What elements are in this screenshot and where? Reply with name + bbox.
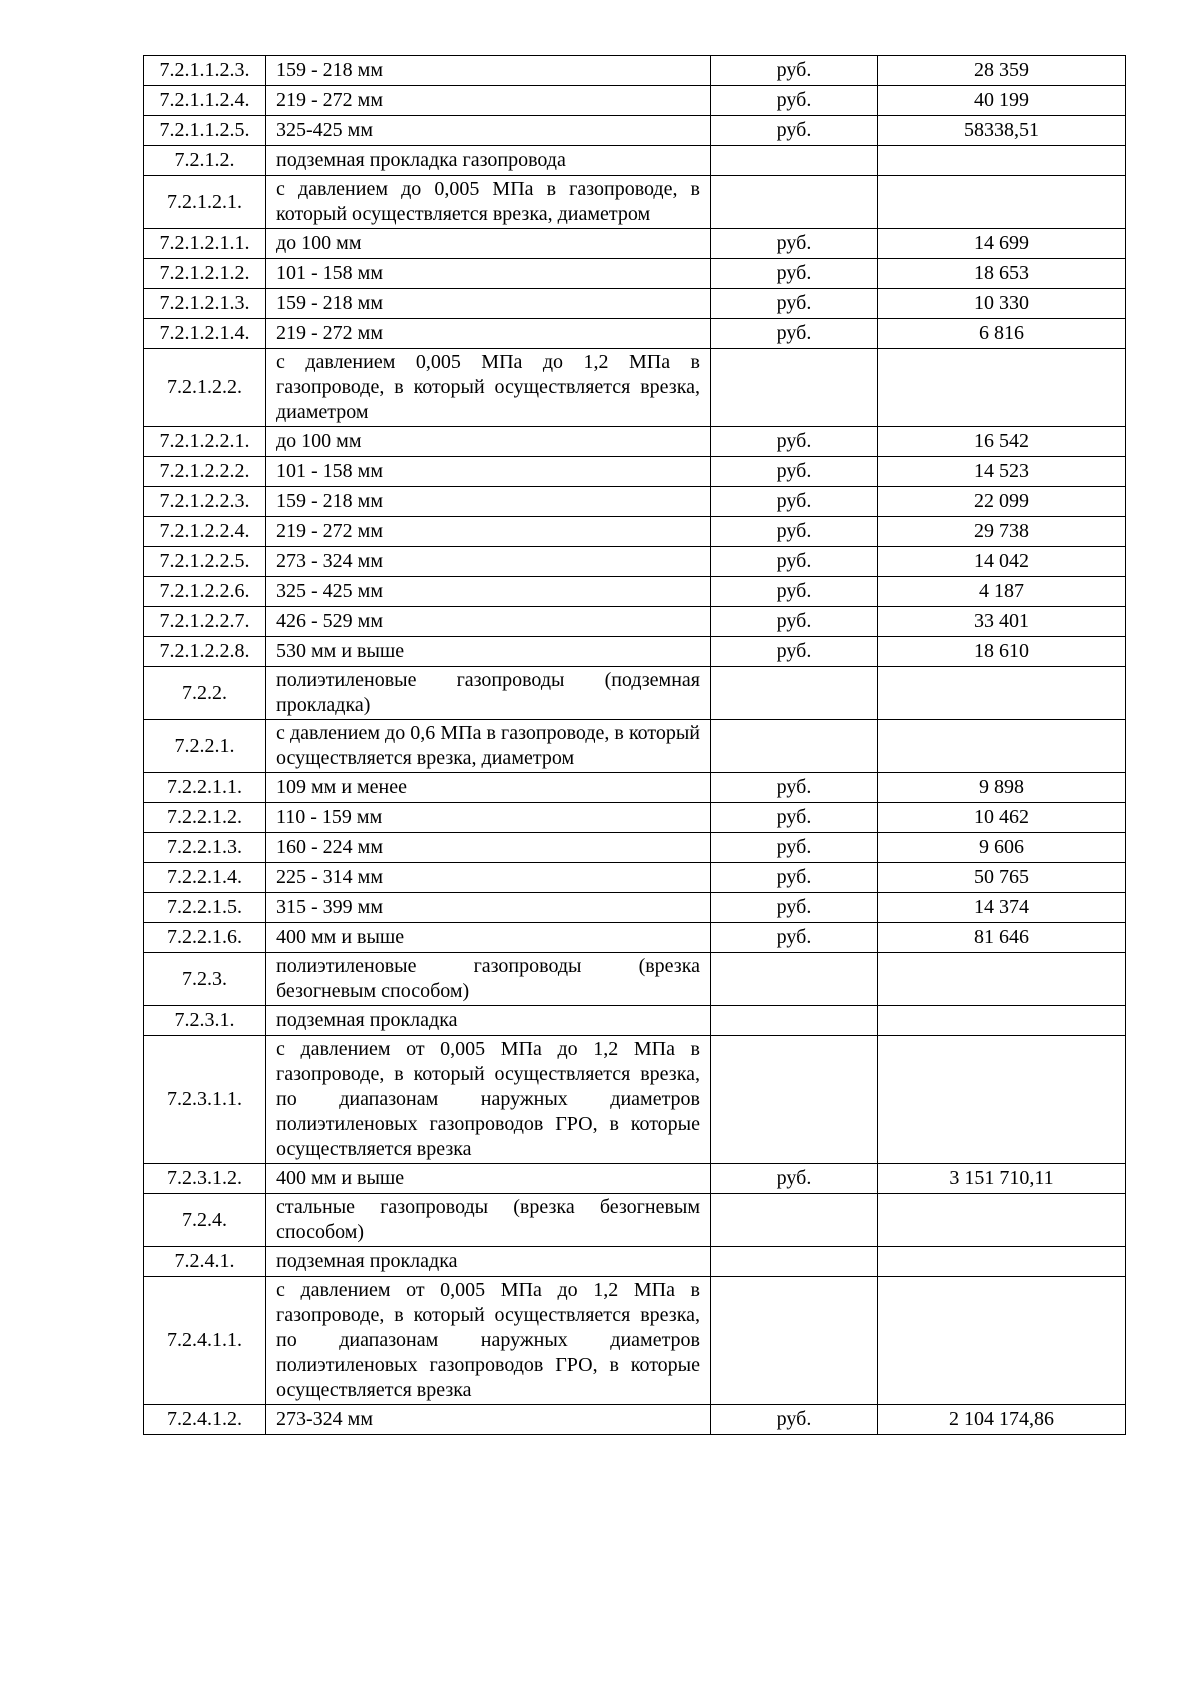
row-value: 6 816: [878, 319, 1126, 349]
row-code: 7.2.1.2.2.8.: [144, 637, 266, 667]
table-row: [144, 1036, 1126, 1164]
table-row: [144, 833, 1126, 863]
row-value: 3 151 710,11: [878, 1164, 1126, 1194]
row-value: 9 606: [878, 833, 1126, 863]
row-code: 7.2.4.: [144, 1194, 266, 1247]
row-description: 159 - 218 мм: [266, 487, 711, 517]
row-code: 7.2.2.: [144, 667, 266, 720]
row-value: 58338,51: [878, 116, 1126, 146]
row-unit: [711, 349, 878, 427]
row-value: [878, 667, 1126, 720]
row-description: стальные газопроводы (врезка безогневым способом): [266, 1194, 711, 1247]
row-description: 315 - 399 мм: [266, 893, 711, 923]
row-code: 7.2.4.1.: [144, 1247, 266, 1277]
row-description: 273 - 324 мм: [266, 547, 711, 577]
table-row: [144, 547, 1126, 577]
row-value: [878, 146, 1126, 176]
table-row: [144, 56, 1126, 86]
row-unit: руб.: [711, 116, 878, 146]
row-value: [878, 349, 1126, 427]
table-row: [144, 1277, 1126, 1405]
row-description: 400 мм и выше: [266, 923, 711, 953]
row-unit: руб.: [711, 773, 878, 803]
row-description: с давлением от 0,005 МПа до 1,2 МПа в газопроводе, в который осуществляется врезка, по диапазонам наружных диаметров полиэтиленовых газопроводов ГРО, в которые осуществляется врезка: [266, 1277, 711, 1405]
row-code: 7.2.1.2.2.3.: [144, 487, 266, 517]
table-row: [144, 607, 1126, 637]
row-description: с давлением от 0,005 МПа до 1,2 МПа в газопроводе, в который осуществляется врезка, по диапазонам наружных диаметров полиэтиленовых газопроводов ГРО, в которые осуществляется врезка: [266, 1036, 711, 1164]
table-row: [144, 457, 1126, 487]
row-unit: руб.: [711, 427, 878, 457]
row-unit: [711, 720, 878, 773]
row-code: 7.2.4.1.1.: [144, 1277, 266, 1405]
row-description: 325-425 мм: [266, 116, 711, 146]
table-body: [144, 56, 1126, 1435]
row-code: 7.2.1.2.2.1.: [144, 427, 266, 457]
table-row: [144, 86, 1126, 116]
table-row: [144, 427, 1126, 457]
row-unit: [711, 1247, 878, 1277]
table-row: [144, 319, 1126, 349]
row-value: 14 042: [878, 547, 1126, 577]
row-description: 101 - 158 мм: [266, 457, 711, 487]
row-value: 16 542: [878, 427, 1126, 457]
row-description: подземная прокладка: [266, 1247, 711, 1277]
row-unit: руб.: [711, 1164, 878, 1194]
row-code: 7.2.2.1.4.: [144, 863, 266, 893]
row-value: [878, 1194, 1126, 1247]
table-row: [144, 259, 1126, 289]
row-description: подземная прокладка газопровода: [266, 146, 711, 176]
row-unit: [711, 1277, 878, 1405]
row-value: 50 765: [878, 863, 1126, 893]
table-row: [144, 667, 1126, 720]
row-unit: руб.: [711, 457, 878, 487]
row-value: 40 199: [878, 86, 1126, 116]
row-value: 14 699: [878, 229, 1126, 259]
row-code: 7.2.2.1.3.: [144, 833, 266, 863]
row-description: 110 - 159 мм: [266, 803, 711, 833]
row-code: 7.2.1.2.1.3.: [144, 289, 266, 319]
row-unit: руб.: [711, 289, 878, 319]
row-unit: руб.: [711, 1405, 878, 1435]
row-value: 10 462: [878, 803, 1126, 833]
row-value: 14 374: [878, 893, 1126, 923]
row-code: 7.2.1.1.2.5.: [144, 116, 266, 146]
row-value: 33 401: [878, 607, 1126, 637]
row-description: подземная прокладка: [266, 1006, 711, 1036]
row-value: 14 523: [878, 457, 1126, 487]
row-unit: руб.: [711, 259, 878, 289]
table-row: [144, 773, 1126, 803]
row-description: 219 - 272 мм: [266, 86, 711, 116]
row-value: [878, 720, 1126, 773]
row-code: 7.2.2.1.5.: [144, 893, 266, 923]
table-row: [144, 1006, 1126, 1036]
row-value: 18 610: [878, 637, 1126, 667]
table-row: [144, 923, 1126, 953]
table-row: [144, 637, 1126, 667]
row-code: 7.2.1.1.2.3.: [144, 56, 266, 86]
row-code: 7.2.2.1.2.: [144, 803, 266, 833]
table-row: [144, 577, 1126, 607]
row-description: 219 - 272 мм: [266, 517, 711, 547]
row-description: 160 - 224 мм: [266, 833, 711, 863]
row-description: 530 мм и выше: [266, 637, 711, 667]
row-description: 225 - 314 мм: [266, 863, 711, 893]
row-description: полиэтиленовые газопроводы (врезка безогневым способом): [266, 953, 711, 1006]
row-code: 7.2.1.2.2.2.: [144, 457, 266, 487]
row-code: 7.2.2.1.: [144, 720, 266, 773]
row-value: [878, 176, 1126, 229]
row-description: до 100 мм: [266, 427, 711, 457]
row-unit: руб.: [711, 56, 878, 86]
row-code: 7.2.1.2.2.4.: [144, 517, 266, 547]
row-unit: руб.: [711, 607, 878, 637]
table-row: [144, 1164, 1126, 1194]
row-code: 7.2.1.2.1.2.: [144, 259, 266, 289]
row-description: 109 мм и менее: [266, 773, 711, 803]
row-description: 426 - 529 мм: [266, 607, 711, 637]
row-description: 273-324 мм: [266, 1405, 711, 1435]
row-value: [878, 953, 1126, 1006]
row-unit: [711, 1194, 878, 1247]
row-description: с давлением до 0,6 МПа в газопроводе, в который осуществляется врезка, диаметром: [266, 720, 711, 773]
row-description: 219 - 272 мм: [266, 319, 711, 349]
table-row: [144, 953, 1126, 1006]
table-row: [144, 863, 1126, 893]
row-code: 7.2.1.2.: [144, 146, 266, 176]
row-description: 400 мм и выше: [266, 1164, 711, 1194]
row-unit: руб.: [711, 803, 878, 833]
row-description: 159 - 218 мм: [266, 56, 711, 86]
row-code: 7.2.3.1.2.: [144, 1164, 266, 1194]
row-code: 7.2.3.1.1.: [144, 1036, 266, 1164]
row-unit: руб.: [711, 547, 878, 577]
table-row: [144, 116, 1126, 146]
row-unit: руб.: [711, 833, 878, 863]
row-description: до 100 мм: [266, 229, 711, 259]
row-code: 7.2.1.2.2.5.: [144, 547, 266, 577]
row-unit: [711, 953, 878, 1006]
table-row: [144, 289, 1126, 319]
table-row: [144, 1194, 1126, 1247]
table-row: [144, 893, 1126, 923]
row-value: 10 330: [878, 289, 1126, 319]
row-description: с давлением 0,005 МПа до 1,2 МПа в газопроводе, в который осуществляется врезка, диаметром: [266, 349, 711, 427]
row-value: [878, 1006, 1126, 1036]
row-unit: руб.: [711, 86, 878, 116]
row-code: 7.2.2.1.6.: [144, 923, 266, 953]
row-value: 4 187: [878, 577, 1126, 607]
table-row: [144, 229, 1126, 259]
row-value: 22 099: [878, 487, 1126, 517]
row-unit: руб.: [711, 487, 878, 517]
row-code: 7.2.1.2.2.6.: [144, 577, 266, 607]
row-code: 7.2.1.2.1.4.: [144, 319, 266, 349]
row-code: 7.2.1.2.1.: [144, 176, 266, 229]
row-unit: руб.: [711, 923, 878, 953]
row-unit: [711, 667, 878, 720]
table-row: [144, 176, 1126, 229]
row-unit: [711, 146, 878, 176]
row-code: 7.2.1.1.2.4.: [144, 86, 266, 116]
row-unit: [711, 1036, 878, 1164]
row-code: 7.2.1.2.2.: [144, 349, 266, 427]
row-unit: руб.: [711, 577, 878, 607]
row-code: 7.2.1.2.1.1.: [144, 229, 266, 259]
row-unit: руб.: [711, 229, 878, 259]
row-code: 7.2.3.1.: [144, 1006, 266, 1036]
table-row: [144, 146, 1126, 176]
table-row: [144, 487, 1126, 517]
row-value: 29 738: [878, 517, 1126, 547]
row-value: [878, 1277, 1126, 1405]
row-description: 159 - 218 мм: [266, 289, 711, 319]
row-description: 101 - 158 мм: [266, 259, 711, 289]
row-value: 9 898: [878, 773, 1126, 803]
row-unit: руб.: [711, 637, 878, 667]
row-value: 18 653: [878, 259, 1126, 289]
row-value: [878, 1247, 1126, 1277]
row-code: 7.2.4.1.2.: [144, 1405, 266, 1435]
row-unit: руб.: [711, 319, 878, 349]
table-row: [144, 517, 1126, 547]
row-unit: руб.: [711, 893, 878, 923]
row-unit: руб.: [711, 863, 878, 893]
row-description: 325 - 425 мм: [266, 577, 711, 607]
row-code: 7.2.3.: [144, 953, 266, 1006]
row-value: [878, 1036, 1126, 1164]
row-code: 7.2.2.1.1.: [144, 773, 266, 803]
row-code: 7.2.1.2.2.7.: [144, 607, 266, 637]
tariff-table: [143, 55, 1126, 1435]
row-value: 28 359: [878, 56, 1126, 86]
table-row: [144, 720, 1126, 773]
table-row: [144, 1247, 1126, 1277]
row-unit: [711, 1006, 878, 1036]
row-value: 2 104 174,86: [878, 1405, 1126, 1435]
table-row: [144, 349, 1126, 427]
row-unit: [711, 176, 878, 229]
row-description: полиэтиленовые газопроводы (подземная прокладка): [266, 667, 711, 720]
row-unit: руб.: [711, 517, 878, 547]
row-value: 81 646: [878, 923, 1126, 953]
table-row: [144, 1405, 1126, 1435]
row-description: с давлением до 0,005 МПа в газопроводе, в который осуществляется врезка, диаметром: [266, 176, 711, 229]
table-row: [144, 803, 1126, 833]
